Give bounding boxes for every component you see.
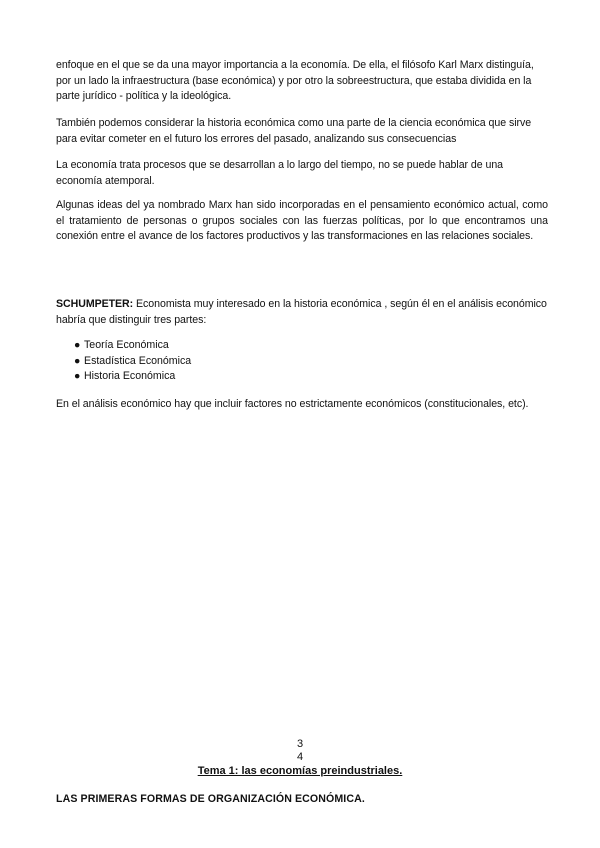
paragraph-schumpeter bbox=[56, 297, 548, 328]
list-item bbox=[74, 354, 191, 370]
paragraph-economia-atemporal: La economía trata procesos que se desarrollan a lo largo del tiempo, no se puede hablar de una economía atemporal. bbox=[56, 159, 504, 187]
bullet-icon: ● bbox=[74, 370, 81, 383]
paragraph-historia-economica: También podemos considerar la historia económica como una parte de la ciencia económica que sirve para evitar cometer en el futuro los errores del pasado, analizando sus consecuencias bbox=[56, 117, 532, 145]
schumpeter-label: SCHUMPETER: bbox=[56, 298, 134, 310]
schumpeter-text: Economista muy interesado en la historia económica , según él en el análisis económico habría que distinguir tres partes: bbox=[56, 298, 547, 326]
bullet-icon: ● bbox=[74, 354, 81, 367]
chapter-title: Tema 1: las economías preindustriales. bbox=[197, 765, 403, 777]
page-number: 4 bbox=[296, 751, 304, 763]
list-item bbox=[74, 369, 191, 385]
paragraph-marx-ideas: Algunas ideas del ya nombrado Marx han sido incorporadas en el pensamiento económico actual, como el tratamiento de personas o grupos sociales con las fuerzas políticas, por lo que encontramos una conexión entre el avance de los factores productivos y las transformaciones en las relaciones sociales. bbox=[56, 199, 548, 243]
page-number: 3 bbox=[296, 738, 304, 750]
bullet-list bbox=[74, 338, 191, 385]
list-item-text: Historia Económica bbox=[84, 370, 176, 383]
section-heading: LAS PRIMERAS FORMAS DE ORGANIZACIÓN ECONÓMICA. bbox=[56, 793, 365, 805]
paragraph-marx-intro: enfoque en el que se da una mayor importancia a la economía. De ella, el filósofo Karl Marx distinguía, por un lado la infraestructura (base económica) y por otro la sobreestructura, que estaba dividida en la parte jurídico - política y la ideológica. bbox=[56, 59, 534, 103]
list-item-text: Estadística Económica bbox=[84, 354, 192, 367]
list-item-text: Teoría Económica bbox=[84, 339, 169, 351]
paragraph-analisis-economico: En el análisis económico hay que incluir factores no estrictamente económicos (constitucionales, etc). bbox=[56, 398, 529, 410]
bullet-icon: ● bbox=[74, 339, 81, 351]
list-item bbox=[74, 338, 191, 354]
